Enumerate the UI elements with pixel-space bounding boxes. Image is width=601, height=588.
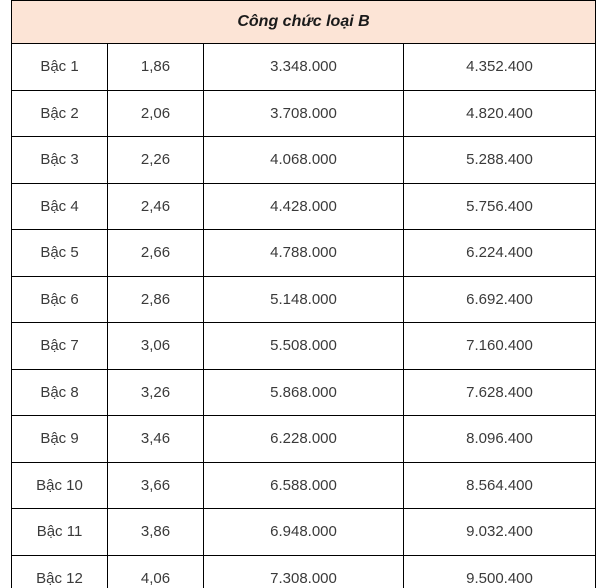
coefficient-cell: 3,86 — [108, 509, 204, 556]
coefficient-cell: 3,06 — [108, 323, 204, 370]
level-cell: Bậc 9 — [12, 416, 108, 463]
table-row — [12, 509, 596, 556]
base-salary-cell: 6.948.000 — [204, 509, 404, 556]
base-salary-cell: 7.308.000 — [204, 555, 404, 588]
table-row — [12, 416, 596, 463]
total-salary-cell: 5.756.400 — [404, 183, 596, 230]
table-row — [12, 44, 596, 91]
base-salary-cell: 4.068.000 — [204, 137, 404, 184]
total-salary-cell: 9.032.400 — [404, 509, 596, 556]
level-cell: Bậc 7 — [12, 323, 108, 370]
level-cell: Bậc 8 — [12, 369, 108, 416]
total-salary-cell: 8.096.400 — [404, 416, 596, 463]
base-salary-cell: 3.708.000 — [204, 90, 404, 137]
table-row — [12, 183, 596, 230]
base-salary-cell: 6.588.000 — [204, 462, 404, 509]
table-row — [12, 276, 596, 323]
level-cell: Bậc 12 — [12, 555, 108, 588]
table-row — [12, 462, 596, 509]
table-row — [12, 90, 596, 137]
table-row — [12, 555, 596, 588]
base-salary-cell: 3.348.000 — [204, 44, 404, 91]
total-salary-cell: 7.160.400 — [404, 323, 596, 370]
base-salary-cell: 4.428.000 — [204, 183, 404, 230]
total-salary-cell: 5.288.400 — [404, 137, 596, 184]
level-cell: Bậc 5 — [12, 230, 108, 277]
coefficient-cell: 3,46 — [108, 416, 204, 463]
coefficient-cell: 2,86 — [108, 276, 204, 323]
salary-table — [11, 0, 596, 588]
base-salary-cell: 5.868.000 — [204, 369, 404, 416]
level-cell: Bậc 10 — [12, 462, 108, 509]
base-salary-cell: 5.508.000 — [204, 323, 404, 370]
table-header-row — [12, 1, 596, 44]
total-salary-cell: 6.692.400 — [404, 276, 596, 323]
base-salary-cell: 4.788.000 — [204, 230, 404, 277]
table-row — [12, 323, 596, 370]
total-salary-cell: 9.500.400 — [404, 555, 596, 588]
base-salary-cell: 5.148.000 — [204, 276, 404, 323]
coefficient-cell: 3,66 — [108, 462, 204, 509]
level-cell: Bậc 3 — [12, 137, 108, 184]
coefficient-cell: 4,06 — [108, 555, 204, 588]
level-cell: Bậc 11 — [12, 509, 108, 556]
table-row — [12, 369, 596, 416]
level-cell: Bậc 2 — [12, 90, 108, 137]
total-salary-cell: 4.820.400 — [404, 90, 596, 137]
coefficient-cell: 2,06 — [108, 90, 204, 137]
total-salary-cell: 7.628.400 — [404, 369, 596, 416]
table-row — [12, 230, 596, 277]
total-salary-cell: 8.564.400 — [404, 462, 596, 509]
base-salary-cell: 6.228.000 — [204, 416, 404, 463]
coefficient-cell: 1,86 — [108, 44, 204, 91]
level-cell: Bậc 4 — [12, 183, 108, 230]
coefficient-cell: 2,26 — [108, 137, 204, 184]
level-cell: Bậc 1 — [12, 44, 108, 91]
coefficient-cell: 3,26 — [108, 369, 204, 416]
coefficient-cell: 2,46 — [108, 183, 204, 230]
table-title: Công chức loại B — [12, 1, 596, 44]
total-salary-cell: 6.224.400 — [404, 230, 596, 277]
level-cell: Bậc 6 — [12, 276, 108, 323]
table-row — [12, 137, 596, 184]
coefficient-cell: 2,66 — [108, 230, 204, 277]
total-salary-cell: 4.352.400 — [404, 44, 596, 91]
